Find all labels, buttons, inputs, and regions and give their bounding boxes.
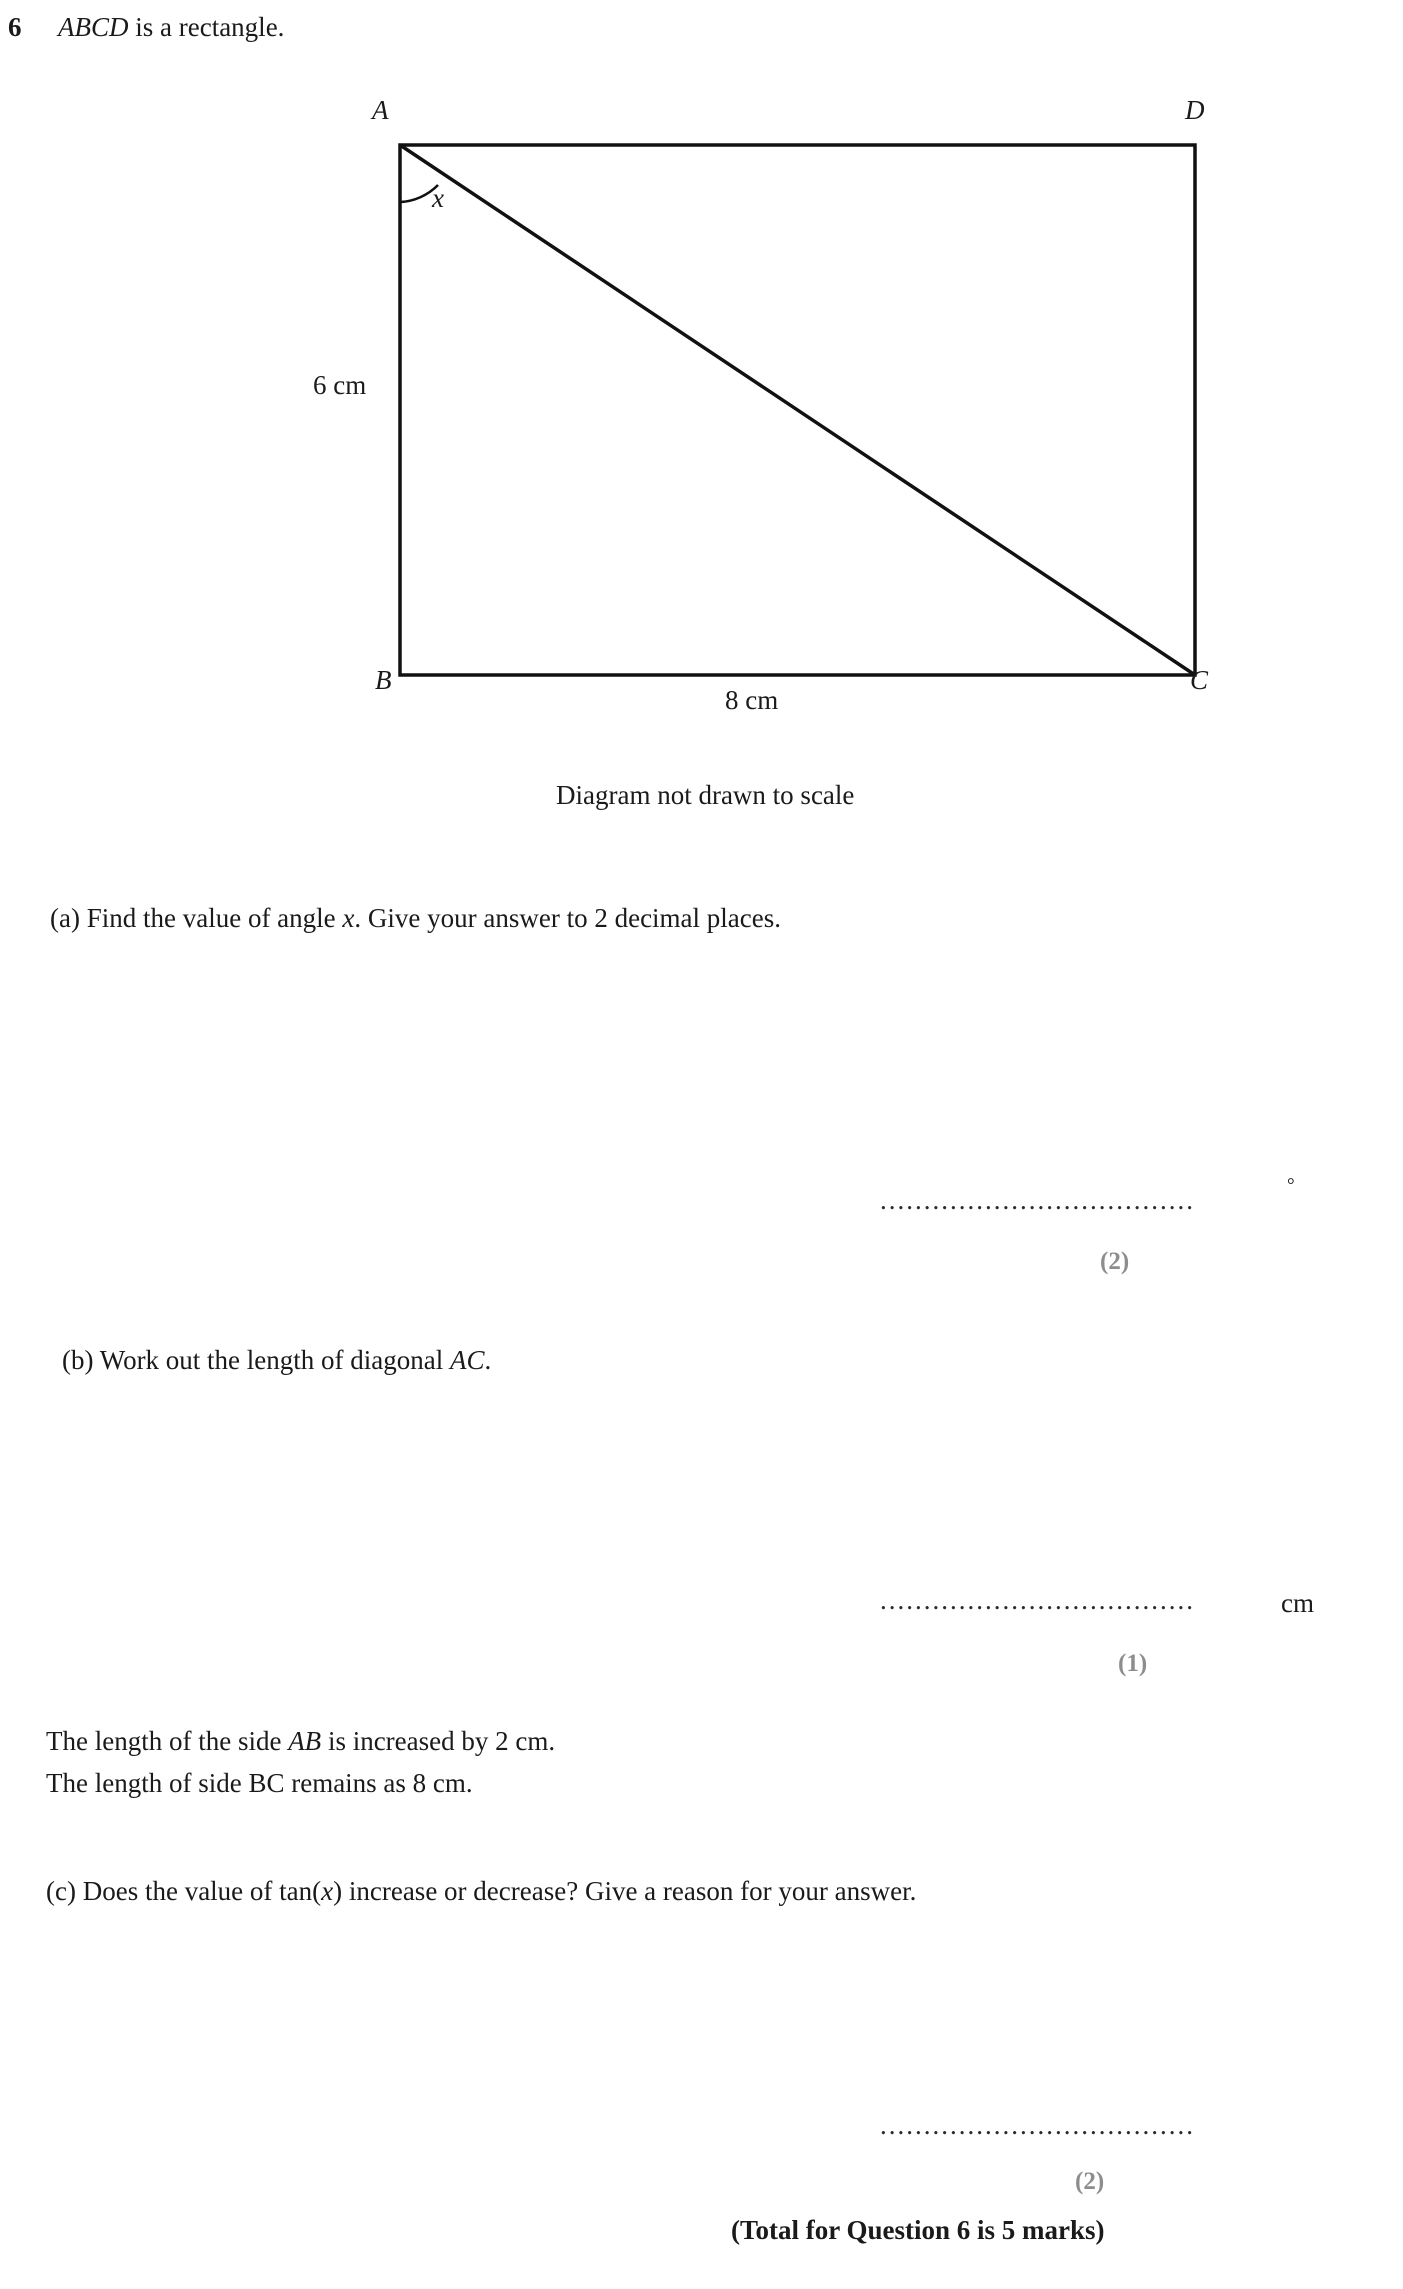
part-c-variable: x	[321, 1876, 334, 1906]
question-stem-shape-name: ABCD	[58, 12, 129, 42]
part-a-text	[50, 903, 781, 934]
statement-line-2: The length of side BC remains as 8 cm.	[46, 1768, 473, 1798]
statement-1-pre: The length of the side	[46, 1726, 289, 1756]
side-length-ab: 6 cm	[313, 370, 367, 400]
statement-1-variable: AB	[288, 1726, 322, 1756]
rectangle-diagram	[0, 95, 1403, 810]
part-a-marks: (2)	[1100, 1248, 1130, 1275]
part-c-marks: (2)	[1075, 2168, 1105, 2195]
statement-1-post: is increased by 2 cm.	[321, 1726, 556, 1756]
part-b-pre: (b) Work out the length of diagonal	[62, 1345, 450, 1375]
side-length-bc: 8 cm	[725, 685, 779, 715]
part-b-answer-line[interactable]: ....................................	[880, 1585, 1195, 1615]
vertex-label-a: A	[372, 95, 389, 125]
angle-label-x: x	[432, 183, 444, 213]
part-a-post: . Give your answer to 2 decimal places.	[354, 903, 781, 933]
question-total-marks: (Total for Question 6 is 5 marks)	[731, 2215, 1105, 2245]
part-c-text	[46, 1876, 916, 1907]
question-stem-text: is a rectangle.	[128, 12, 285, 42]
part-b-marks: (1)	[1118, 1650, 1148, 1677]
part-b-post: .	[484, 1345, 492, 1375]
part-c-pre: (c) Does the value of tan(	[46, 1876, 322, 1906]
part-b-answer-unit: cm	[1281, 1588, 1314, 1618]
vertex-label-c: C	[1190, 665, 1209, 695]
diagonal-line-ac	[400, 145, 1195, 675]
vertex-label-d: D	[1185, 95, 1205, 125]
part-b-text	[62, 1345, 491, 1376]
part-c-post: ) increase or decrease? Give a reason for your answer.	[333, 1876, 917, 1906]
part-a-pre: (a) Find the value of angle	[50, 903, 343, 933]
question-stem	[58, 12, 284, 43]
part-b-variable: AC	[450, 1345, 485, 1375]
diagram-caption: Diagram not drawn to scale	[556, 780, 855, 810]
rectangle-diagram-svg	[0, 95, 1403, 755]
question-number: 6	[8, 12, 22, 42]
part-a-variable: x	[342, 903, 355, 933]
statement-line-1	[46, 1726, 555, 1757]
part-a-answer-line[interactable]: ....................................	[880, 1185, 1195, 1215]
part-a-answer-unit: °	[1287, 1175, 1295, 1196]
part-c-answer-line[interactable]: ....................................	[880, 2110, 1195, 2140]
vertex-label-b: B	[375, 665, 392, 695]
